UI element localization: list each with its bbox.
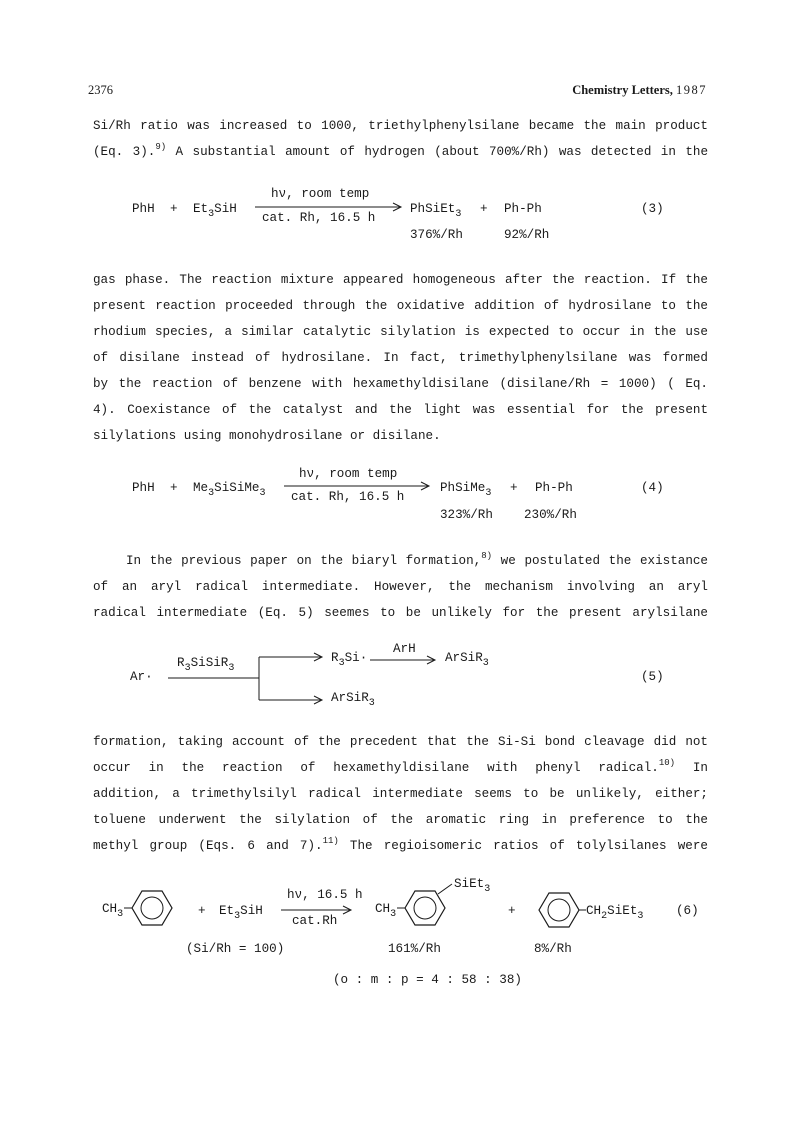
- plus-sign: +: [510, 481, 518, 495]
- methyl-group: $CH_3$: [102, 902, 124, 920]
- plus-sign: +: [170, 202, 178, 216]
- substituent: SiEt$_3$: [454, 877, 491, 895]
- aryl-radical: Ar·: [130, 670, 153, 684]
- citation: 11): [322, 836, 339, 846]
- yield: 376%/Rh: [410, 228, 463, 242]
- substituent: $CH_2SiEt_3$: [586, 904, 644, 922]
- reactant: PhH: [132, 202, 155, 216]
- product: PhSiMe$_3$: [440, 481, 492, 499]
- reaction-conditions-below: cat. Rh, 16.5 h: [262, 211, 376, 225]
- plus-sign: +: [480, 202, 488, 216]
- equation-number: (5): [641, 670, 664, 684]
- equation-number: (3): [641, 202, 664, 216]
- yield: 323%/Rh: [440, 508, 493, 522]
- citation: 9): [155, 142, 167, 152]
- text-line: by the reaction of benzene with hexamethyldisilane (disilane/Rh = 1000) ( Eq.: [93, 377, 708, 391]
- yield: 8%/Rh: [534, 942, 572, 956]
- reactant: PhH: [132, 481, 155, 495]
- text-line: methyl group (Eqs. 6 and 7).$^{11)}$ The regioisomeric ratios of tolylsilanes were: [93, 836, 708, 853]
- isomer-ratio: (o : m : p = 4 : 58 : 38): [333, 973, 522, 987]
- text-line: Si/Rh ratio was increased to 1000, triethylphenylsilane became the main product: [93, 119, 708, 133]
- reaction-conditions-below: cat.Rh: [292, 914, 338, 928]
- reactant: $Me_3SiSiMe_3$: [193, 481, 266, 499]
- equation-number: (4): [641, 481, 664, 495]
- text-line: present reaction proceeded through the oxidative addition of hydrosilane to the: [93, 299, 708, 313]
- plus-sign: +: [170, 481, 178, 495]
- citation: 10): [658, 758, 676, 768]
- ratio-note: (Si/Rh = 100): [186, 942, 285, 956]
- reaction-conditions-above: hν, room temp: [299, 467, 398, 481]
- journal-year: 1987: [676, 83, 707, 97]
- product: ArSiR$_3$: [331, 691, 375, 709]
- reaction-conditions-above: hν, room temp: [271, 187, 370, 201]
- yield: 230%/Rh: [524, 508, 577, 522]
- text-line: silylations using monohydrosilane or disilane.: [93, 429, 441, 443]
- text-line: of disilane instead of hydrosilane. In fact, trimethylphenylsilane was formed: [93, 351, 708, 365]
- product: ArSiR$_3$: [445, 651, 489, 669]
- reaction-conditions-above: hν, 16.5 h: [287, 888, 363, 902]
- equation-number: (6): [676, 904, 699, 918]
- product: PhSiEt$_3$: [410, 202, 462, 220]
- silyl-radical: $R_3Si\cdot$: [331, 651, 368, 669]
- text-line: toluene underwent the silylation of the aromatic ring in preference to the: [93, 813, 708, 827]
- text-line: formation, taking account of the precedent that the Si-Si bond cleavage did not: [93, 735, 708, 749]
- product: Ph-Ph: [535, 481, 573, 495]
- yield: 92%/Rh: [504, 228, 550, 242]
- citation: 8): [481, 551, 493, 561]
- reactant: $Et_3SiH$: [193, 202, 237, 220]
- yield: 161%/Rh: [388, 942, 441, 956]
- plus-sign: +: [198, 904, 206, 918]
- text-line: In the previous paper on the biaryl formation,$^{8)}$ we postulated the existance: [126, 551, 708, 568]
- journal-name: Chemistry Letters,: [572, 83, 673, 97]
- reagent: ArH: [393, 642, 416, 656]
- text-line: addition, a trimethylsilyl radical intermediate seems to be unlikely, either;: [93, 787, 708, 801]
- product: Ph-Ph: [504, 202, 542, 216]
- text-line: of an aryl radical intermediate. However, the mechanism involving an aryl: [93, 580, 708, 594]
- page-number: 2376: [88, 83, 113, 97]
- text-line: radical intermediate (Eq. 5) seemes to be unlikely for the present arylsilane: [93, 606, 708, 620]
- plus-sign: +: [508, 904, 516, 918]
- text-line: gas phase. The reaction mixture appeared homogeneous after the reaction. If the: [93, 273, 708, 287]
- text-line: 4). Coexistance of the catalyst and the light was essential for the present: [93, 403, 708, 417]
- reagent: $Et_3SiH$: [219, 904, 263, 922]
- methyl-group: $CH_3$: [375, 902, 397, 920]
- text-line: rhodium species, a similar catalytic silylation is expected to occur in the use: [93, 325, 708, 339]
- reagent: $R_3SiSiR_3$: [177, 656, 235, 674]
- text-line: occur in the reaction of hexamethyldisilane with phenyl radical.$^{10)}$ In: [93, 758, 708, 775]
- text-line: (Eq. 3).$^{9)}$ A substantial amount of hydrogen (about 700%/Rh) was detected in the: [93, 142, 709, 159]
- reaction-conditions-below: cat. Rh, 16.5 h: [291, 490, 405, 504]
